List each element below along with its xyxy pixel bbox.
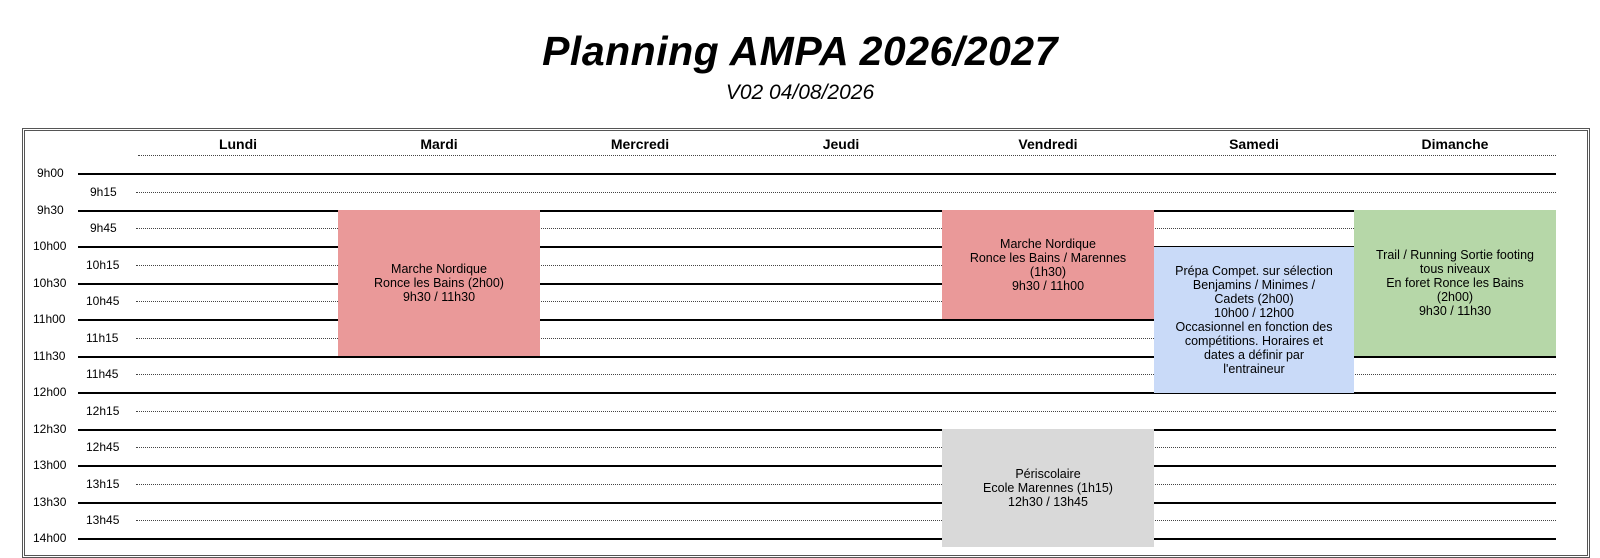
- page-title: Planning AMPA 2026/2027: [542, 28, 1058, 74]
- grid-line-9h30: [78, 210, 1556, 212]
- event-vendredi-periscolaire[interactable]: [942, 429, 1154, 547]
- time-label-quarter: 10h15: [86, 258, 120, 272]
- time-label-quarter: 9h45: [90, 221, 117, 235]
- grid-line-12h30: [78, 429, 1556, 431]
- time-label-quarter: 12h45: [86, 440, 120, 454]
- grid-line-13h45: [136, 520, 1556, 521]
- grid-line-12h45: [136, 447, 1556, 448]
- version-subtitle: V02 04/08/2026: [725, 81, 875, 104]
- day-header-mardi: Mardi: [420, 136, 458, 152]
- event-samedi-prepa-compet[interactable]: [1154, 247, 1354, 393]
- time-label-hour: 10h00: [33, 239, 67, 253]
- event-line: 9h30 / 11h30: [402, 290, 476, 304]
- time-label-hour: 9h30: [37, 203, 64, 217]
- event-line: En foret Ronce les Bains: [1386, 276, 1524, 290]
- event-line: Marche Nordique: [391, 262, 487, 276]
- day-header-jeudi: Jeudi: [822, 136, 860, 152]
- time-label-hour: 13h30: [33, 495, 67, 509]
- grid-line-9h00: [78, 173, 1556, 175]
- event-mardi-marche-nordique[interactable]: [338, 210, 540, 356]
- day-header-samedi: Samedi: [1229, 136, 1279, 152]
- time-label-quarter: 9h15: [90, 185, 117, 199]
- time-label-hour: 12h30: [33, 422, 67, 436]
- grid-line-14h00: [78, 538, 1556, 540]
- event-line: 12h30 / 13h45: [1008, 495, 1088, 509]
- day-header-mercredi: Mercredi: [610, 136, 670, 152]
- time-label-quarter: 13h15: [86, 477, 120, 491]
- time-label-quarter: 13h45: [86, 513, 120, 527]
- time-label-quarter: 12h15: [86, 404, 120, 418]
- event-line: Cadets (2h00): [1214, 292, 1294, 306]
- event-line: dates a définir par: [1203, 348, 1305, 362]
- event-line: Occasionnel en fonction des: [1175, 320, 1333, 334]
- event-line: Périscolaire: [1015, 467, 1081, 481]
- event-line: (1h30): [1029, 264, 1067, 279]
- time-label-hour: 9h00: [37, 166, 64, 180]
- event-line: Prépa Compet. sur sélection: [1175, 264, 1333, 278]
- event-line: 10h00 / 12h00: [1214, 306, 1294, 320]
- event-line: Ronce les Bains / Marennes: [969, 250, 1127, 265]
- event-line: tous niveaux: [1419, 262, 1491, 276]
- time-label-hour: 12h00: [33, 385, 67, 399]
- event-line: compétitions. Horaires et: [1184, 334, 1324, 348]
- day-header-vendredi: Vendredi: [1018, 136, 1078, 152]
- time-label-quarter: 10h45: [86, 294, 120, 308]
- event-dimanche-trail-running[interactable]: [1354, 210, 1556, 356]
- event-line: Ronce les Bains (2h00): [374, 276, 504, 290]
- event-line: l'entraineur: [1223, 362, 1285, 376]
- day-header-lundi: Lundi: [218, 136, 258, 152]
- time-label-hour: 10h30: [33, 276, 67, 290]
- time-label-hour: 11h30: [33, 349, 66, 363]
- grid-line-13h15: [136, 484, 1556, 485]
- time-label-quarter: 11h15: [86, 331, 119, 345]
- time-label-hour: 14h00: [33, 531, 67, 545]
- event-line: Benjamins / Minimes /: [1192, 278, 1316, 292]
- event-line: 9h30 / 11h30: [1418, 304, 1492, 318]
- time-label-hour: 13h00: [33, 458, 67, 472]
- time-label-quarter: 11h45: [86, 367, 119, 381]
- event-line: Marche Nordique: [1000, 236, 1096, 251]
- header-separator: [138, 155, 1556, 156]
- grid-line-13h30: [78, 502, 1556, 504]
- event-line: 9h30 / 11h00: [1011, 278, 1085, 293]
- event-vendredi-marche-nordique[interactable]: [942, 210, 1154, 319]
- event-line: (2h00): [1436, 290, 1474, 304]
- day-header-dimanche: Dimanche: [1421, 136, 1489, 152]
- grid-line-9h15: [136, 192, 1556, 193]
- event-line: Ecole Marennes (1h15): [983, 481, 1113, 495]
- grid-line-13h00: [78, 465, 1556, 467]
- time-label-hour: 11h00: [33, 312, 66, 326]
- grid-line-12h15: [136, 411, 1556, 412]
- event-line: Trail / Running Sortie footing: [1376, 248, 1534, 262]
